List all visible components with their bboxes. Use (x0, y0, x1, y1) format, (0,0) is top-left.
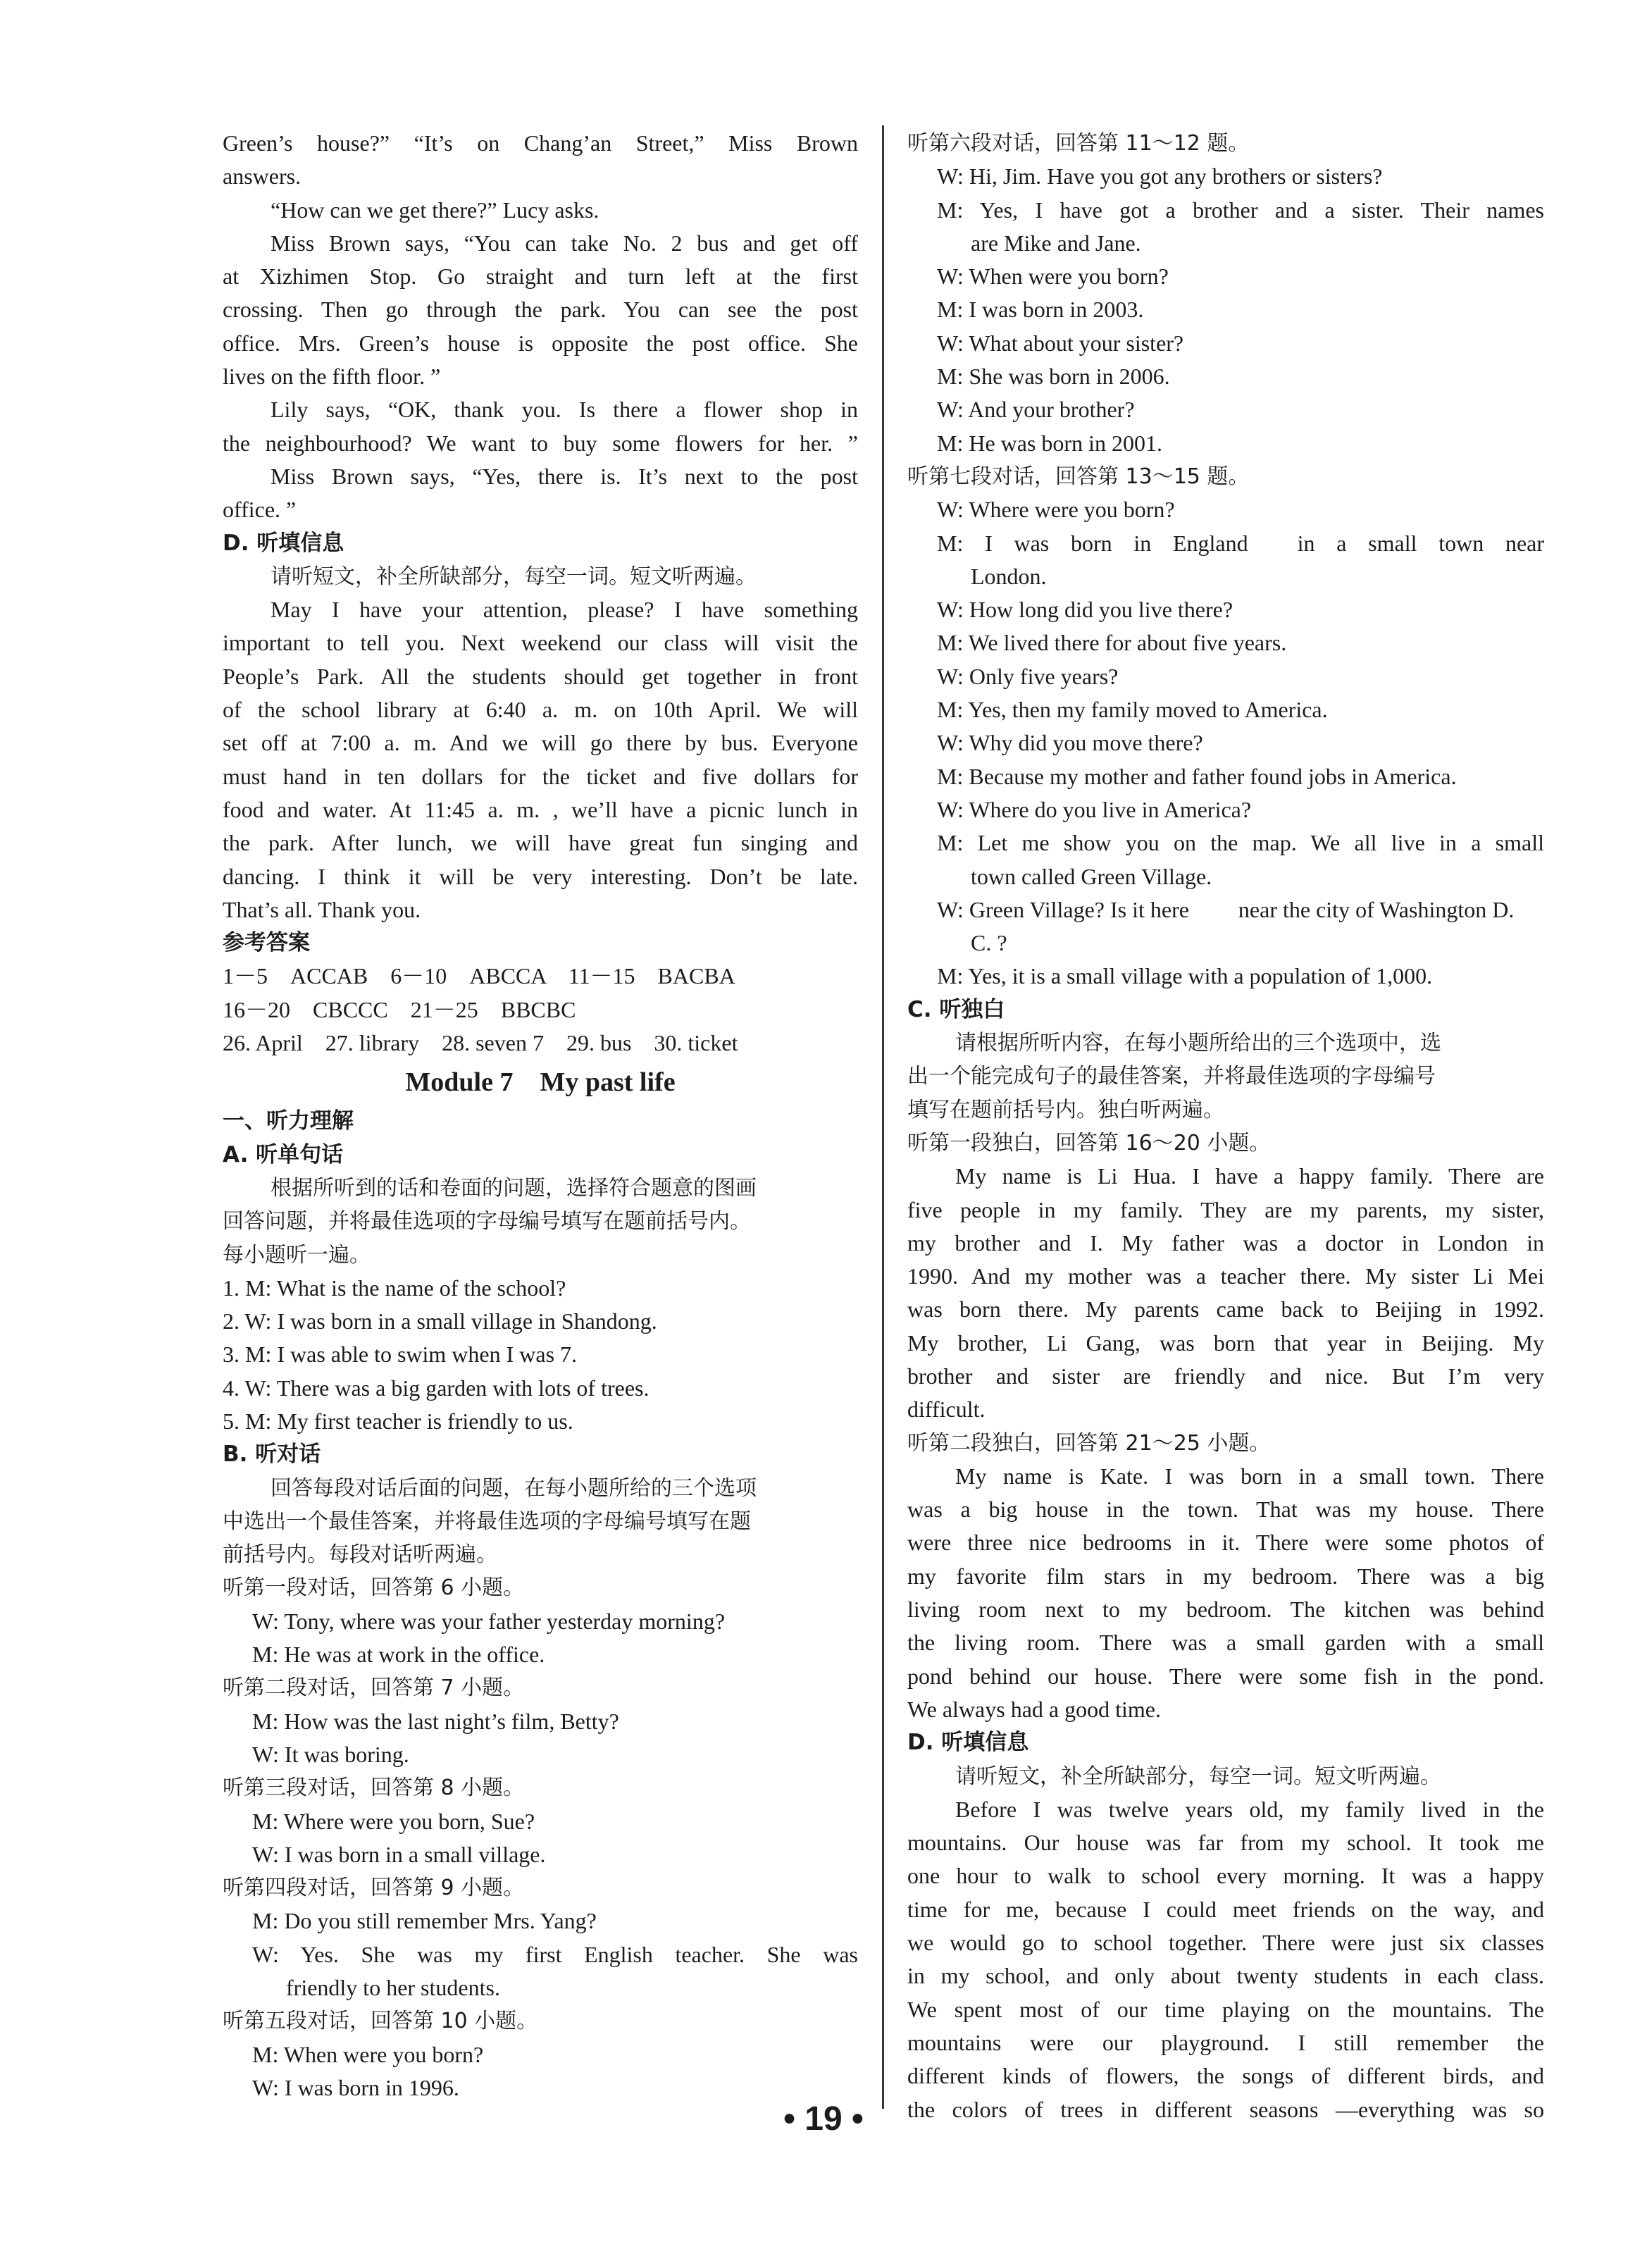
instruction-line: 请听短文，补全所缺部分，每空一词。短文听两遍。 (271, 564, 757, 589)
text-line: My name is Kate. I was born in a small town. There (955, 1463, 1544, 1489)
dialogue-line: M: Yes, then my family moved to America. (937, 697, 1328, 723)
dialogue-line: friendly to her students. (286, 1975, 500, 2001)
dialogue-line (907, 893, 1544, 927)
text-line: We always had a good time. (907, 1696, 1161, 1722)
dialogue-line: M: Let me show you on the map. We all live in a small (937, 830, 1544, 856)
text-line: difficult. (907, 1396, 986, 1423)
text-line: time for me, because I could meet friends on the way, and (907, 1896, 1544, 1922)
dialogue-line: W: Why did you move there? (937, 730, 1203, 756)
text-line: answers. (223, 163, 302, 190)
dialogue-heading: 听第三段对话，回答第 8 小题。 (223, 1776, 525, 1801)
dialogue-line: M: Yes, I have got a brother and a sister. Their names (937, 197, 1544, 223)
dialogue-line: town called Green Village. (971, 863, 1212, 889)
text-line: “How can we get there?” Lucy asks. (271, 197, 599, 223)
dialogue-line: W: Hi, Jim. Have you got any brothers or sisters? (937, 163, 1383, 190)
text-line: my favorite film stars in my bedroom. There was a big (907, 1563, 1544, 1589)
question-line: 5. M: My first teacher is friendly to us. (223, 1408, 573, 1434)
monologue-heading: 听第二段独白，回答第 21～25 小题。 (907, 1430, 1271, 1456)
dialogue-line: M: I was born in 2003. (937, 297, 1144, 323)
section-heading: A. 听单句话 (223, 1141, 344, 1167)
dialogue-line: W: I was born in 1996. (252, 2074, 459, 2100)
dialogue-line: M: How was the last night’s film, Betty? (252, 1708, 619, 1734)
dialogue-line: W: Where were you born? (937, 497, 1175, 523)
column-divider (882, 125, 884, 2109)
right-column (907, 127, 1544, 2126)
dialogue-heading: 听第五段对话，回答第 10 小题。 (223, 2009, 538, 2034)
dialogue-line: M: He was at work in the office. (252, 1642, 545, 1668)
text-line: May I have your attention, please? I have something (271, 597, 858, 623)
text-line: was born there. My parents came back to Beijing in 1992. (907, 1296, 1544, 1322)
instruction-line: 回答每段对话后面的问题，在每小题所给的三个选项 (271, 1475, 757, 1501)
text-line: My name is Li Hua. I have a happy family. There are (955, 1163, 1544, 1189)
dialogue-segment: W: Green Village? Is it here (937, 896, 1189, 922)
text-line: were three nice bedrooms in it. There were some photos of (907, 1530, 1544, 1556)
instruction-line: 每小题听一遍。 (223, 1242, 371, 1268)
text-line: pond behind our house. There were some fish in the pond. (907, 1663, 1544, 1689)
text-line: Miss Brown says, “Yes, there is. It’s next to the post (271, 463, 858, 489)
dialogue-line: W: What about your sister? (937, 330, 1184, 356)
text-line: the park. After lunch, we will have great fun singing and (223, 830, 858, 856)
text-line: the colors of trees in different seasons —everything was so (907, 2096, 1544, 2122)
question-line: 2. W: I was born in a small village in Shandong. (223, 1308, 657, 1334)
text-line: lives on the fifth floor. ” (223, 364, 441, 390)
dialogue-line: W: And your brother? (937, 397, 1135, 423)
dialogue-line: C. ? (971, 930, 1007, 956)
dialogue-heading: 听第二段对话，回答第 7 小题。 (223, 1675, 525, 1701)
text-line: we would go to school together. There were just six classes (907, 1930, 1544, 1956)
instruction-line: 请听短文，补全所缺部分，每空一词。短文听两遍。 (955, 1764, 1441, 1789)
dialogue-segment: in a small town near (1297, 530, 1544, 556)
dialogue-line: W: I was born in a small village. (252, 1841, 546, 1867)
text-line: must hand in ten dollars for the ticket and five dollars for (223, 763, 858, 789)
instruction-line: 中选出一个最佳答案，并将最佳选项的字母编号填写在题 (223, 1508, 751, 1534)
text-line: Green’s house?” “It’s on Chang’an Street,” Miss Brown (223, 130, 858, 156)
text-line: food and water. At 11:45 a. m. , we’ll have a picnic lunch in (223, 796, 858, 822)
text-line: set off at 7:00 a. m. And we will go there by bus. Everyone (223, 730, 858, 756)
dialogue-line: W: How long did you live there? (937, 597, 1233, 623)
dialogue-line (907, 527, 1544, 560)
text-line: office. ” (223, 497, 297, 523)
text-line: office. Mrs. Green’s house is opposite the post office. She (223, 330, 858, 356)
dialogue-line: M: She was born in 2006. (937, 364, 1170, 390)
dialogue-line: M: Do you still remember Mrs. Yang? (252, 1908, 597, 1934)
page-number: • 19 • (783, 2100, 864, 2138)
text-line: brother and sister are friendly and nice. But I’m very (907, 1363, 1544, 1389)
text-line: Before I was twelve years old, my family lived in the (955, 1796, 1544, 1822)
section-heading: D. 听填信息 (223, 530, 344, 556)
dialogue-line: London. (971, 563, 1047, 589)
dialogue-line: W: Only five years? (937, 663, 1119, 689)
text-line: crossing. Then go through the park. You can see the post (223, 297, 858, 323)
text-line: mountains. Our house was far from my school. It took me (907, 1830, 1544, 1856)
dialogue-line: are Mike and Jane. (971, 230, 1141, 256)
text-line: five people in my family. They are my parents, my sister, (907, 1196, 1544, 1222)
text-line: was a big house in the town. That was my house. There (907, 1496, 1544, 1523)
instruction-line: 前括号内。每段对话听两遍。 (223, 1542, 497, 1568)
text-line: Lily says, “OK, thank you. Is there a flower shop in (271, 397, 858, 423)
dialogue-line: M: Where were you born, Sue? (252, 1808, 535, 1834)
left-column (223, 127, 858, 2105)
answer-line: 16－20 CBCCC 21－25 BBCBC (223, 996, 576, 1022)
text-line: My brother, Li Gang, was born that year in Beijing. My (907, 1330, 1544, 1356)
text-line: the neighbourhood? We want to buy some flowers for her. ” (223, 430, 858, 456)
text-line: one hour to walk to school every morning. It was a happy (907, 1863, 1544, 1889)
text-line: 1990. And my mother was a teacher there. My sister Li Mei (907, 1263, 1544, 1289)
dialogue-line: M: He was born in 2001. (937, 430, 1162, 456)
dialogue-line: W: Yes. She was my first English teacher. She was (252, 1941, 858, 1967)
instruction-line: 出一个能完成句子的最佳答案，并将最佳选项的字母编号 (907, 1064, 1436, 1089)
dialogue-line: M: Because my mother and father found jobs in America. (937, 763, 1457, 789)
dialogue-line: M: Yes, it is a small village with a population of 1,000. (937, 963, 1433, 989)
section-heading: D. 听填信息 (907, 1730, 1029, 1756)
dialogue-line: W: Tony, where was your father yesterday morning? (252, 1608, 726, 1634)
dialogue-line: W: Where do you live in America? (937, 796, 1252, 822)
question-line: 4. W: There was a big garden with lots of trees. (223, 1375, 650, 1401)
question-line: 1. M: What is the name of the school? (223, 1275, 566, 1301)
instruction-line: 回答问题，并将最佳选项的字母编号填写在题前括号内。 (223, 1209, 751, 1234)
text-line: dancing. I think it will be very interesting. Don’t be late. (223, 863, 858, 889)
text-line: the living room. There was a small garden with a small (907, 1630, 1544, 1656)
question-line: 3. M: I was able to swim when I was 7. (223, 1341, 578, 1368)
text-line: mountains were our playground. I still remember the (907, 2029, 1544, 2055)
monologue-heading: 听第一段独白，回答第 16～20 小题。 (907, 1130, 1271, 1155)
section-heading: B. 听对话 (223, 1442, 321, 1468)
text-line: That’s all. Thank you. (223, 896, 421, 922)
dialogue-segment: M: I was born in England (937, 530, 1248, 556)
answer-line: 26. April 27. library 28. seven 7 29. bus 30. ticket (223, 1030, 738, 1056)
text-line: my brother and I. My father was a doctor in London in (907, 1229, 1544, 1256)
text-line: important to tell you. Next weekend our class will visit the (223, 630, 858, 656)
dialogue-heading: 听第六段对话，回答第 11～12 题。 (907, 131, 1250, 156)
dialogue-line: M: When were you born? (252, 2041, 484, 2067)
text-line: at Xizhimen Stop. Go straight and turn left at the first (223, 264, 858, 290)
text-line: in my school, and only about twenty students in each class. (907, 1963, 1544, 1989)
dialogue-line: W: When were you born? (937, 264, 1169, 290)
text-line: of the school library at 6:40 a. m. on 10th April. We will (223, 697, 858, 723)
text-line: different kinds of flowers, the songs of different birds, and (907, 2063, 1544, 2089)
dialogue-line: M: We lived there for about five years. (937, 630, 1287, 656)
section-heading: 一、听力理解 (223, 1108, 354, 1134)
dialogue-segment: near the city of Washington D. (1238, 896, 1515, 922)
dialogue-heading: 听第四段对话，回答第 9 小题。 (223, 1876, 525, 1901)
instruction-line: 请根据所听内容，在每小题所给出的三个选项中，选 (955, 1031, 1441, 1056)
text-line: living room next to my bedroom. The kitchen was behind (907, 1597, 1544, 1623)
dialogue-line: W: It was boring. (252, 1741, 409, 1767)
dialogue-heading: 听第一段对话，回答第 6 小题。 (223, 1575, 525, 1601)
instruction-line: 填写在题前括号内。独白听两遍。 (907, 1097, 1224, 1122)
answer-line: 1－5 ACCAB 6－10 ABCCA 11－15 BACBA (223, 963, 735, 989)
text-line: People’s Park. All the students should get together in front (223, 663, 858, 689)
dialogue-heading: 听第七段对话，回答第 13～15 题。 (907, 464, 1250, 489)
text-line: We spent most of our time playing on the mountains. The (907, 1996, 1544, 2022)
answer-key-heading: 参考答案 (223, 930, 310, 956)
instruction-line: 根据所听到的话和卷面的问题，选择符合题意的图画 (271, 1175, 757, 1201)
text-line: Miss Brown says, “You can take No. 2 bus and get off (271, 230, 858, 256)
module-title: Module 7 My past life (405, 1067, 676, 1098)
section-heading: C. 听独白 (907, 996, 1005, 1022)
